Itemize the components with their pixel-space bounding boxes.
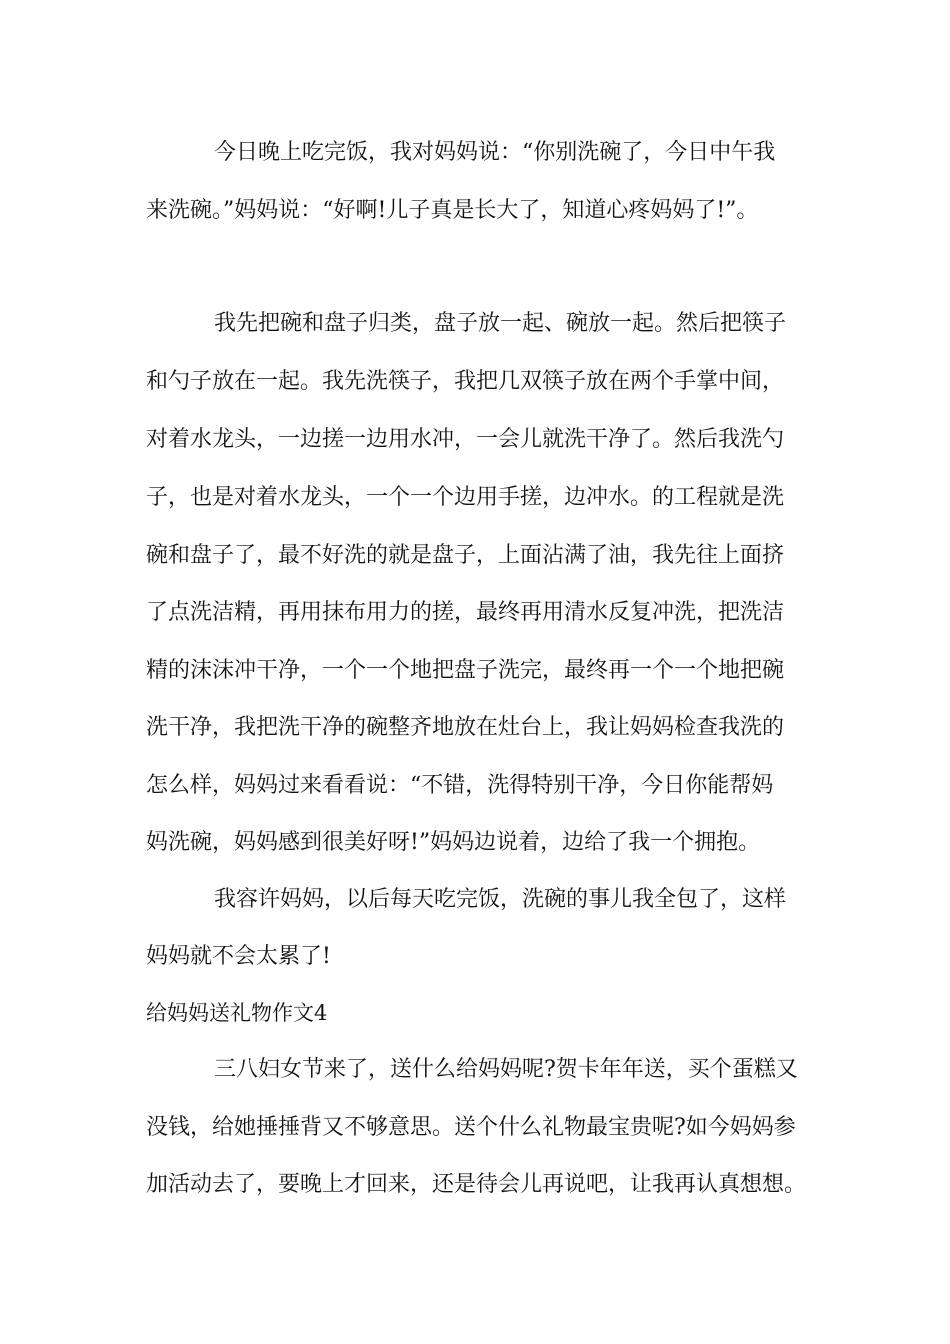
paragraph-2-line-1: 我先把碗和盘子归类，盘子放一起、碗放一起。然后把筷子 — [214, 311, 787, 336]
paragraph-1-line-1: 今日晚上吃完饭，我对妈妈说：“你别洗碗了，今日中午我 — [214, 140, 776, 165]
paragraph-4-line-1: 三八妇女节来了，送什么给妈妈呢?贺卡年年送，买个蛋糕又 — [214, 1057, 798, 1082]
paragraph-2-line-5: 碗和盘子了，最不好洗的就是盘子，上面沾满了油，我先往上面挤 — [146, 543, 785, 568]
paragraph-1-line-2: 来洗碗。”妈妈说：“好啊!儿子真是长大了，知道心疼妈妈了!”。 — [146, 198, 759, 223]
paragraph-3-line-2: 妈妈就不会太累了! — [146, 944, 331, 969]
paragraph-2-line-3: 对着水龙头，一边搓一边用水冲，一会儿就洗干净了。然后我洗勺 — [146, 427, 785, 452]
paragraph-2-line-8: 洗干净，我把洗干净的碗整齐地放在灶台上，我让妈妈检查我洗的 — [146, 715, 785, 740]
paragraph-4-line-2: 没钱，给她捶捶背又不够意思。送个什么礼物最宝贵呢?如今妈妈参 — [146, 1115, 796, 1140]
paragraph-2-line-7: 精的沫沫冲干净，一个一个地把盘子洗完，最终再一个一个地把碗 — [146, 658, 785, 683]
paragraph-4-line-3: 加活动去了，要晚上才回来，还是待会儿再说吧，让我再认真想想。 — [146, 1172, 807, 1197]
paragraph-3-line-1: 我容许妈妈，以后每天吃完饭，洗碗的事儿我全包了，这样 — [214, 887, 787, 912]
paragraph-2-line-6: 了点洗洁精，再用抹布用力的搓，最终再用清水反复冲洗，把洗洁 — [146, 600, 785, 625]
paragraph-2-line-9: 怎么样，妈妈过来看看说：“不错，洗得特别干净，今日你能帮妈 — [146, 773, 774, 798]
paragraph-2-line-4: 子，也是对着水龙头，一个一个边用手搓，边冲水。的工程就是洗 — [146, 485, 785, 510]
paragraph-2-line-2: 和勺子放在一起。我先洗筷子，我把几双筷子放在两个手掌中间， — [146, 369, 785, 394]
paragraph-2-line-10: 妈洗碗，妈妈感到很美好呀!”妈妈边说着，边给了我一个拥抱。 — [146, 830, 761, 855]
section-heading: 给妈妈送礼物作文4 — [146, 1001, 328, 1025]
